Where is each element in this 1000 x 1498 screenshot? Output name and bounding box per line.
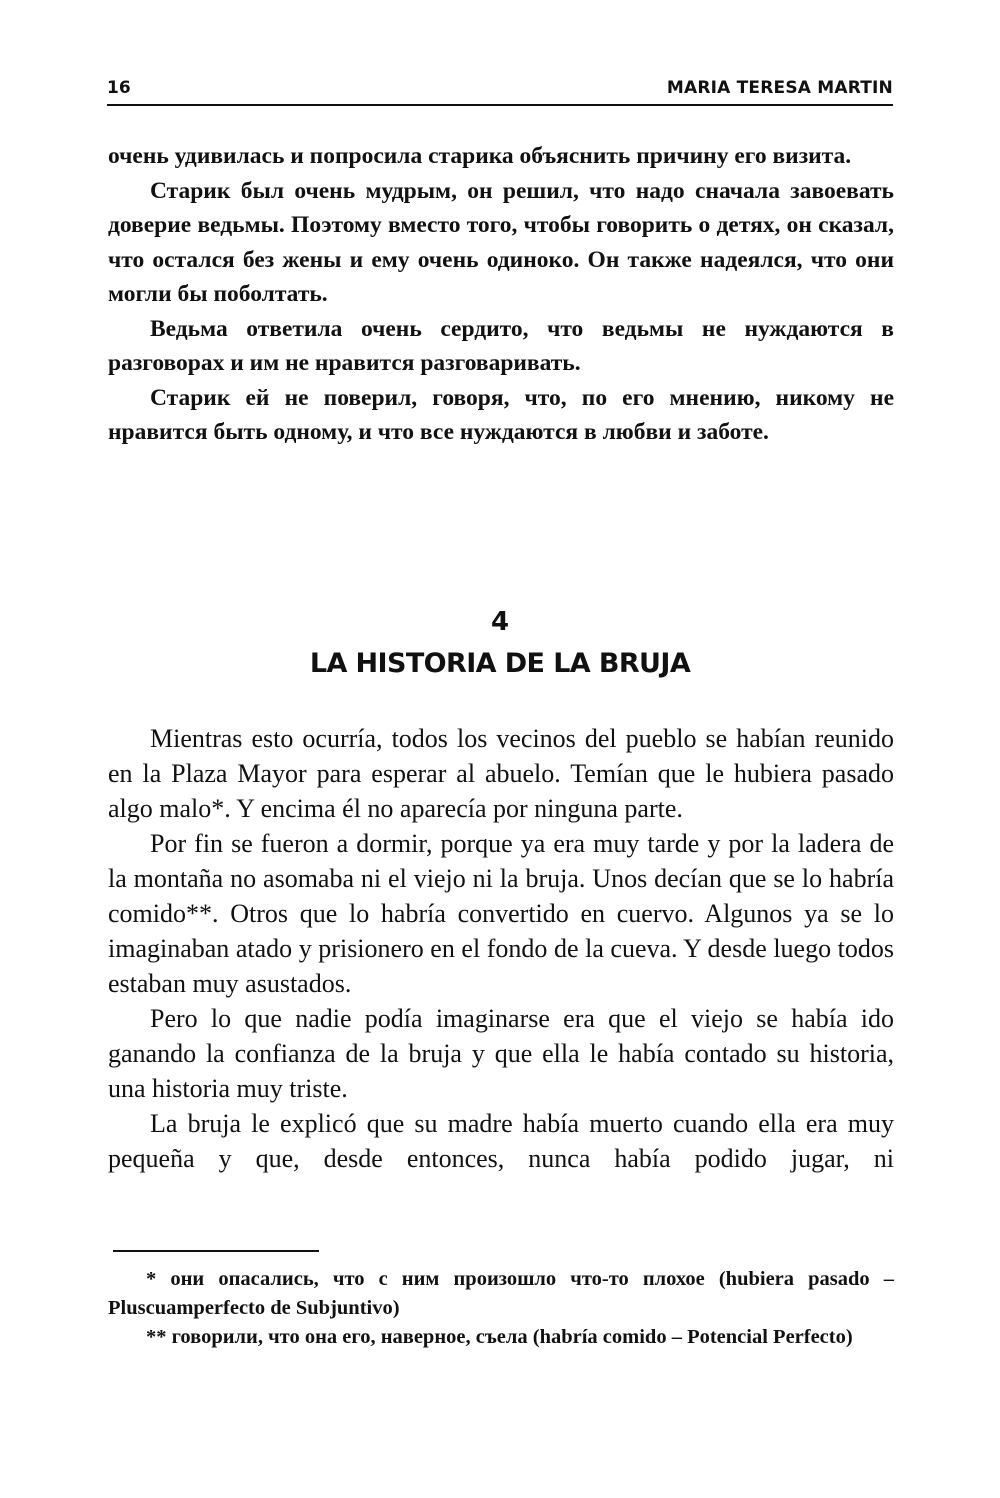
paragraph: Por fin se fueron a dormir, porque ya era muy tarde y por la ladera de la montaña no asomaba ni el viejo ni la bruja. Unos decían que se lo habría comido**. Otros que lo habría convertido en cuervo. Algunos ya se lo imaginaban atado y prisionero en el fondo de la cueva. Y desde luego todos estaban muy asustados. <box>108 829 894 998</box>
paragraph: Mientras esto ocurría, todos los vecinos del pueblo se habían reunido en la Plaza Mayor para esperar al abuelo. Temían que le hubiera pasado algo malo*. Y encima él no aparecía por ninguna parte. <box>108 724 894 823</box>
running-header <box>107 74 893 106</box>
footnote: * они опасались, что с ним произошло что-то плохое (hubiera pasado – Pluscuamperfecto de Subjuntivo) <box>108 1268 894 1319</box>
paragraph: очень удивилась и попросила старика объяснить причину его визита. <box>108 143 852 169</box>
paragraph: Старик был очень мудрым, он решил, что надо сначала завоевать доверие ведьмы. Поэтому вместо того, чтобы говорить о детях, он сказал, что остался без жены и ему очень одиноко. Он также надеялся, что они могли бы поболтать. <box>108 177 894 307</box>
footnote-divider <box>113 1250 319 1252</box>
russian-text-block <box>108 139 894 450</box>
page-number: 16 <box>107 78 131 98</box>
spanish-text-block <box>108 721 894 1176</box>
paragraph: La bruja le explicó que su madre había muerto cuando ella era muy pequeña y que, desde entonces, nunca había podido jugar, ni <box>108 1109 894 1173</box>
chapter-number: 4 <box>490 607 510 637</box>
paragraph: Pero lo que nadie podía imaginarse era que el viejo se había ido ganando la confianza de la bruja y que ella le había contado su historia, una historia muy triste. <box>108 1004 894 1103</box>
running-title: MARIA TERESA MARTIN <box>666 78 893 98</box>
paragraph: Ведьма ответила очень сердито, что ведьмы не нуждаются в разговорах и им не нравится разговаривать. <box>108 315 894 376</box>
footnote: ** говорили, что она его, наверное, съела (habría comido – Potencial Perfecto) <box>146 1326 853 1348</box>
chapter-title: LA HISTORIA DE LA BRUJA <box>309 648 691 679</box>
footnotes <box>108 1265 894 1352</box>
paragraph: Старик ей не поверил, говоря, что, по его мнению, никому не нравится быть одному, и что все нуждаются в любви и заботе. <box>108 384 894 445</box>
